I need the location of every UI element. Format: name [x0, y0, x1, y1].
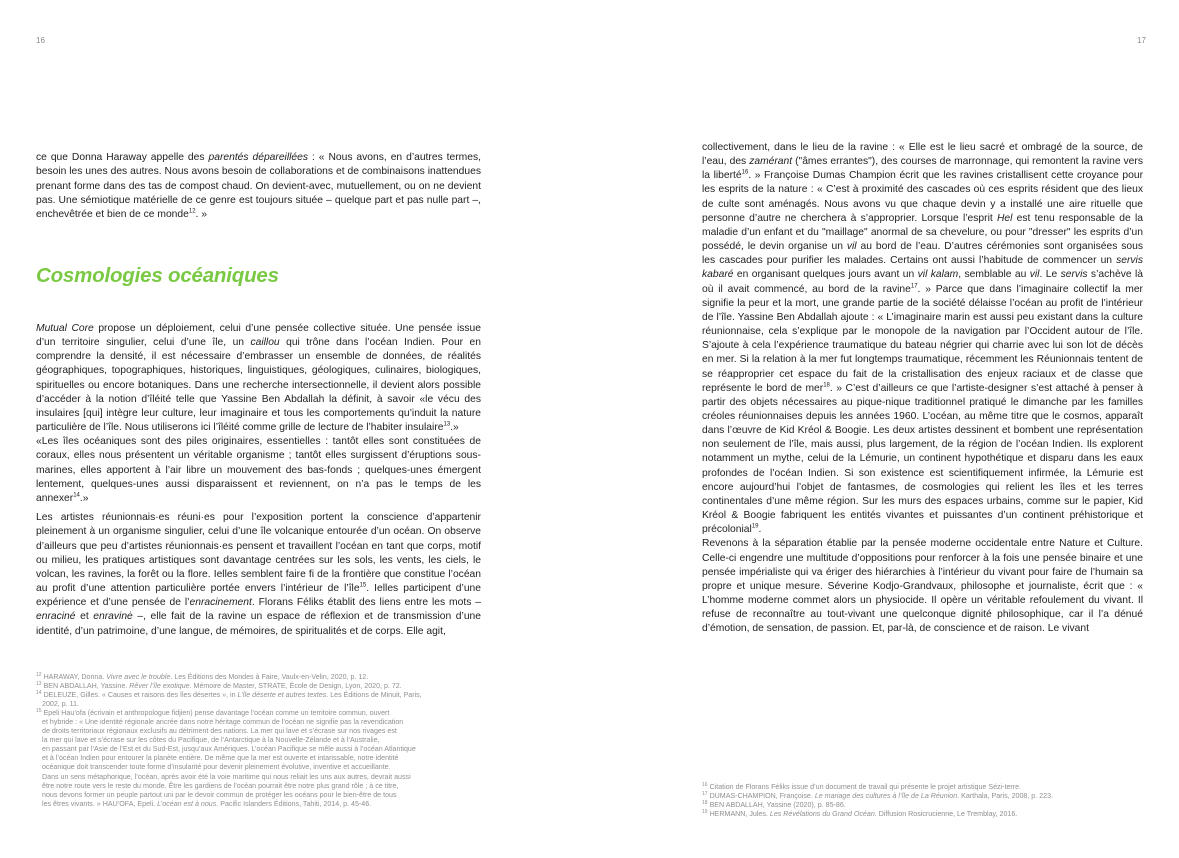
- artists-paragraph: Les artistes réunionnais·es réuni·es pour l’exposition portent la conscience d’appartenir pleinement à un organisme singulier, celui d’une île volcanique entourée d’un océan. On observe d’ailleurs que peu d’artistes réunionnais·es pensent et travaillent l’océan en tant que corps, motif ou milieu, les pratiques artistiques sont davantage centrées sur les sols, les vents, les ciels, le volcan, les ravines, la forêt ou la flore. Ielles semblent faire fi de la frontière que constitue l’océan au profit d’une attention particulière portée envers l’intérieur de l’île$^{15}$. Ielles participent d’une expérience et d’une pensée de l’enracinement. Florans Féliks établit des liens entre les mots – enraciné et enravinė –, elle fait de la ravine un espace de réflexion et de transmission d’une identité, d’un patrimoine, d’une langue, de mémoires, de spiritualités et de corps. Elle agit,: [36, 512, 481, 637]
- footnote-12: $^{12}$ HARAWAY, Donna. Vivre avec le trouble. Les Éditions des Mondes à Faire, Vaulx-en-Velin, 2020, p. 12.: [36, 671, 369, 681]
- footnote-14: $^{14}$ DELEUZE, Gilles. « Causes et raisons des îles désertes », in L’île déserte et autres textes. Les Éditions de Minuit, Paris,: [36, 689, 422, 700]
- footnote-ref-16: 16: [741, 169, 749, 176]
- footnote-ref-12: 12: [188, 208, 196, 215]
- footnote-ref-18: 18: [823, 382, 830, 389]
- nature-culture-paragraph: Revenons à la séparation établie par la pensée moderne occidentale entre Nature et Culture. Celle-ci engendre une multitude d’oppositions pour renforcer à la fois une pensée binaire et une pensée impérialiste qui va ériger des hiérarchies à l’intérieur du vivant pour faire de l’humain sa propre et unique mesure. Séverine Kodjo-Grandvaux, philosophe et journaliste, écrit que : « L’homme moderne commet alors un physiocide. Il opère un véritable refoulement du vivant. Il refuse de reconnaître au tout-vivant une quelconque dignité philosophique, car il l’a dénué d’émotion, de sensation, de passion. Et, par-là, de conscience et de raison. Le vivant: [702, 538, 1143, 635]
- footnote-ref-19: 19: [751, 523, 759, 530]
- right-page-body: [702, 141, 1143, 636]
- intro-paragraph: ce que Donna Haraway appelle des parentés dépareillées : « Nous avons, en d’autres termes, besoin les unes des autres. Nous avons besoin de collaborations et de combinaisons inattendues prenant forme dans des tas de compost chaud. On devient-avec, mutuellement, ou on ne devient pas. Une sémiotique matérielle de ce genre est toujours située – quelque part et pas nulle part –, enchevêtrée et bien de ce monde$^{12}$. »: [36, 152, 481, 220]
- footnote-ref-14: 14: [73, 492, 80, 499]
- footnote-16: $^{16}$ Citation de Florans Féliks issue d’un document de travail qui présente le projet artistique Sézi-terre.: [702, 781, 1022, 791]
- footnote-17: $^{17}$ DUMAS-CHAMPION, Françoise. Le mariage des cultures à l’île de La Réunion. Karthala, Paris, 2008, p. 223.: [702, 790, 1053, 801]
- footnote-15: $^{15}$ Epeli Hau’ofa (écrivain et anthropologue fidjien) pense davantage l’océan comme un territoire commun, ouvert: [36, 707, 390, 718]
- footnote-13: $^{13}$ BEN ABDALLAH, Yassine. Rêver l’île exotique. Mémoire de Master, STRATE, École de Design, Lyon, 2020, p. 72.: [36, 680, 402, 691]
- footnotes-left: $^{12}$ HARAWAY, Donna. Vivre avec le trouble. Les Éditions des Mondes à Faire, Vaulx-en-Velin, 2020, p. 12. $^{13}$ BEN ABDALLAH, Yassine. Rêver l’île exotique. Mémoire de Master, STRATE, École de Design, Lyon, 2020, p. 72. $^{14}$ DELEUZE, Gilles. « Causes et raisons des îles désertes », in L’île déserte et autres textes. Les Éditions de Minuit, Paris, 2002, p. 11. $^{15}$ Epeli Hau’ofa (écrivain et anthropologue fidjien) pense davantage l’océan comme un territoire commun, ouvert et hybride : « Une identité régionale ancrée dans notre héritage commun de l’océan ne signifie pas la revendication de droits territoriaux régionaux exclusifs au détriment des nations. La mer qui lave et s’écrase sur nos rivages est la mer qui lave et s’écrase sur les côtes du Pacifique, de l’Antarctique à la Nouvelle-Zélande et à l’Australie, en passant par l’Asie de l’Est et du Sud-Est, jusqu’aux Amériques. L’océan Pacifique se mêle aussi à l’océan Atlantique et à l’océan Indien pour entourer la planète entière. De même que la mer est ouverte et intarissable, notre identité océanique doit transcender toute forme d’insularité pour devenir pleinement évolutive, inventive et accueillante. Dans un sens métaphorique, l’océan, après avoir été la voie maritime qui nous reliait les uns aux autres, devrait aussi être notre route vers le reste du monde. Être les gardiens de l’océan pourrait être notre plus grand rôle ; à ce titre, nous devons former un peuple partout uni par le devoir commun de protéger les océans pour le bien-être de tous les êtres vivants. » HAU’OFA, Epeli. L’océan est à nous. Pacific Islanders Éditions, Tahiti, 2014, p. 45-46.: [36, 673, 476, 809]
- footnotes-right: [702, 783, 1147, 819]
- ravine-paragraph: collectivement, dans le lieu de la ravine : « Elle est le lieu sacré et ombragé de la source, de l’eau, des zamérant ("âmes errantes"), des courses de marronnage, qui remontent la ravine vers la liberté$^{16}$. » Françoise Dumas Champion écrit que les ravines cristallisent cette croyance pour les esprits de la nature : « C’est à proximité des cascades où ces esprits résident que des lieux de culte sont aménagés. Nous avons vu que chaque devin y a installé une aire rituelle que personne d’autre ne cherchera à s’approprier. Lorsque l’esprit Hel est tenu responsable de la maladie d’un enfant et du "maillage" anormal de sa chevelure, ou pour "dresser" les esprits d’un possédé, le devin organise un vil au bord de l’eau. D’autres cérémonies sont organisées sous les cascades pour purifier les malades. Certains ont aussi l’habitude de commencer un servis kabaré en organisant quelques jours avant un vil kalam, semblable au vil. Le servis s’achève là où il avait commencé, au bord de la ravine$^{17}$. » Parce que dans l’imaginaire collectif la mer signifie la peur et la mort, une grande partie de la société délaisse l’océan au profit de l’intérieur de l’île. Yassine Ben Abdallah ajoute : « L’imaginaire marin est aussi peu existant dans la culture réunionnaise, cela s’explique par le monopole de la navigation par l’Occident autour de l’île. S’ajoute à cela l’expérience traumatique du bateau négrier qui charrie avec lui son lot de décès en mer. Si la relation à la mer fut longtemps traumatique, récemment les Réunionnais tentent de se réapproprier cet espace du fait de la cristallisation des enjeux raciaux et de classe que représente le bord de mer$^{18}$. » C’est d’ailleurs ce que l’artiste-designer s’est attaché à penser à partir des objets nécessaires au pique-nique traditionnel pratiqué le dimanche par les familles créoles réunionnaises depuis les années 1960. L’océan, au même titre que le cosmos, apparaît dans l’œuvre de Kid Kréol & Boogie. Les deux artistes dessinent et bombent une représentation non seulement de l’île, mais aussi, plus largement, de la région de l’océan Indien. Ils explorent notamment un mythe, celui de la Lémurie, un continent hypothétique et disparu dans les eaux profondes de l’océan Indien. Si son existence est scientifiquement infirmée, la Lémurie est encore aujourd’hui l’objet de fantasmes, de cosmologies qui relient les îles et les terres continentales d’une même région. Sur les murs des espaces urbains, comme sur le papier, Kid Kréol & Boogie fabriquent les entités vivantes et puissantes d’un continent préhistorique et précolonial$^{19}$.: [702, 142, 1144, 536]
- footnote-ref-17: 17: [910, 283, 918, 290]
- page-number-left: 16: [36, 36, 45, 45]
- mutual-core-paragraph: Mutual Core propose un déploiement, celui d’une pensée collective située. Une pensée issue d’un territoire singulier, celui d’une île, un caillou qui trône dans l’océan Indien. Pour en comprendre la densité, il est nécessaire d’embrasser un ensemble de données, de réalités géographiques, topographiques, historiques, linguistiques, géologiques, culinaires, biologiques, spirituelles ou encore botaniques. Dans une recherche intersectionnelle, il devient alors possible d’accéder à la notion d’îléité telle que Yassine Ben Abdallah la définit, à savoir «le vécu des insulaires [qui] intègre leur culture, leur imaginaire et tous les comportements qu’induit la nature particulière de l’île. Nous utiliserons ici l’îléité comme grille de lecture de l’habiter insulaire$^{13}$.» «Les îles océaniques sont des piles originaires, essentielles : tantôt elles sont constituées de coraux, elles nous présentent un véritable organisme ; tantôt elles surgissent d’éruptions sous-marines, elles apportent à l’air libre un mouvement des bas-fonds ; quelques-unes émergent lentement, quelques-unes aussi disparaissent et reviennent, on n’a pas le temps de les annexer$^{14}$.»: [36, 323, 481, 504]
- footnote-18: $^{18}$ BEN ABDALLAH, Yassine (2020), p. 85-86.: [702, 799, 846, 810]
- footnote-ref-13: 13: [443, 421, 451, 428]
- footnote-ref-15: 15: [359, 582, 367, 589]
- footnote-19: $^{19}$ HERMANN, Jules. Les Révélations du Grand Océan. Diffusion Rosicrucienne, Le Tremblay, 2016.: [702, 808, 1018, 819]
- section-heading: Cosmologies océaniques: [36, 264, 279, 287]
- page-number-right: 17: [1137, 36, 1146, 45]
